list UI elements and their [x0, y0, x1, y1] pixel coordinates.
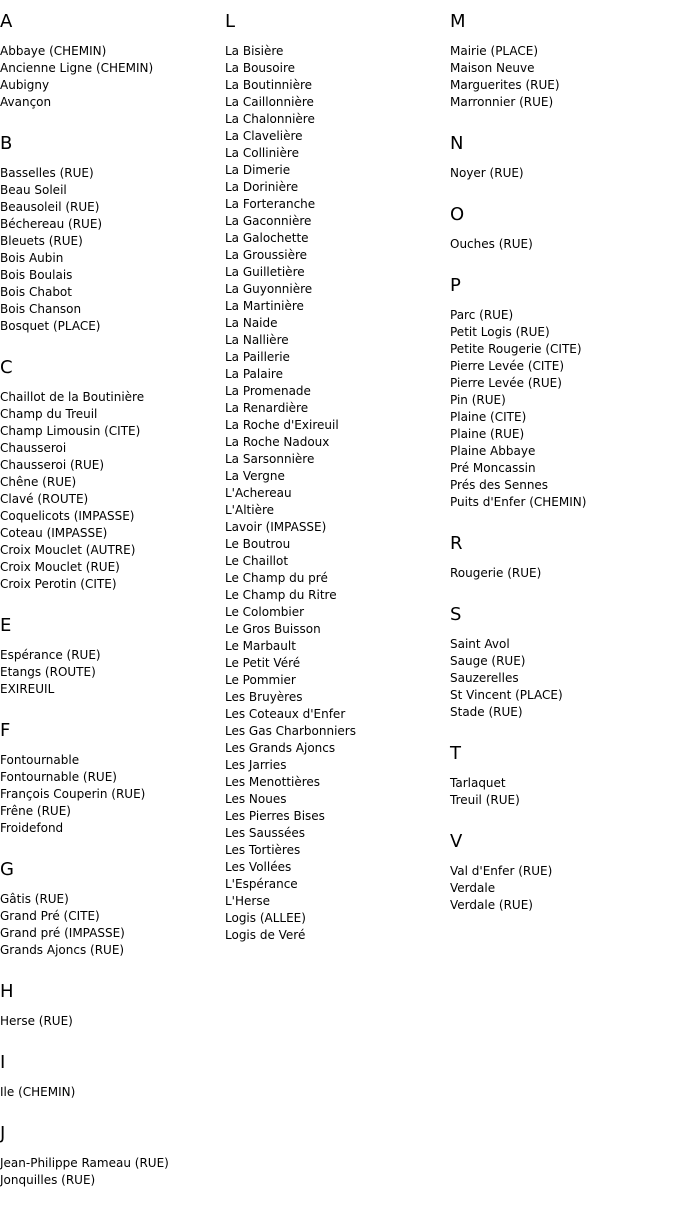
street-item: La Paillerie: [225, 350, 290, 364]
street-list: [0, 1155, 220, 1189]
street-item: St Vincent (PLACE): [450, 688, 563, 702]
street-item: La Vergne: [225, 469, 285, 483]
letter-section: [0, 12, 220, 111]
section-spacer: [0, 837, 220, 860]
street-list: [0, 647, 220, 698]
letter-heading: S: [450, 604, 462, 625]
street-item: Pierre Levée (CITE): [450, 359, 565, 373]
street-item: Parc (RUE): [450, 308, 514, 322]
street-item: Treuil (RUE): [450, 793, 520, 807]
street-item: Froidefond: [0, 821, 64, 835]
street-item: Grands Ajoncs (RUE): [0, 943, 125, 957]
street-item: Coquelicots (IMPASSE): [0, 509, 135, 523]
street-item: Plaine (RUE): [450, 427, 525, 441]
street-item: Croix Perotin (CITE): [0, 577, 117, 591]
letter-section: [450, 534, 670, 582]
street-item: Ile (CHEMIN): [0, 1085, 76, 1099]
letter-heading: P: [450, 275, 461, 296]
street-item: Mairie (PLACE): [450, 44, 539, 58]
letter-section: [450, 276, 670, 511]
street-item: Bois Chabot: [0, 285, 72, 299]
letter-section: [450, 605, 670, 721]
street-item: La Forteranche: [225, 197, 316, 211]
street-column-2: [225, 12, 445, 944]
street-list: [0, 1084, 220, 1101]
letter-section: [450, 744, 670, 809]
street-item: Stade (RUE): [450, 705, 523, 719]
street-item: La Bisière: [225, 44, 284, 58]
letter-heading: I: [0, 1052, 6, 1073]
street-item: Tarlaquet: [450, 776, 506, 790]
street-list: [450, 636, 670, 721]
street-item: La Sarsonnière: [225, 452, 315, 466]
street-item: Logis de Veré: [225, 928, 306, 942]
street-item: Ancienne Ligne (CHEMIN): [0, 61, 154, 75]
letter-heading: O: [450, 204, 465, 225]
street-item: Les Jarries: [225, 758, 287, 772]
letter-section: [0, 1053, 220, 1101]
section-spacer: [0, 698, 220, 721]
section-spacer: [450, 582, 670, 605]
street-list: [0, 1013, 220, 1030]
street-list: [0, 165, 220, 335]
street-item: Le Marbault: [225, 639, 296, 653]
street-item: La Collinière: [225, 146, 299, 160]
street-item: Le Colombier: [225, 605, 305, 619]
street-item: La Palaire: [225, 367, 283, 381]
street-item: Gâtis (RUE): [0, 892, 69, 906]
street-item: L'Espérance: [225, 877, 298, 891]
section-spacer: [450, 182, 670, 205]
street-item: Rougerie (RUE): [450, 566, 542, 580]
street-item: La Groussière: [225, 248, 308, 262]
letter-heading: L: [225, 11, 236, 32]
street-item: Jonquilles (RUE): [0, 1173, 96, 1187]
street-item: Verdale (RUE): [450, 898, 533, 912]
street-item: La Renardière: [225, 401, 309, 415]
street-item: Fontournable: [0, 753, 80, 767]
letter-section: [0, 982, 220, 1030]
section-spacer: [450, 511, 670, 534]
street-item: La Guilletière: [225, 265, 305, 279]
letter-section: [0, 134, 220, 335]
street-item: Les Saussées: [225, 826, 306, 840]
street-item: Sauzerelles: [450, 671, 519, 685]
section-spacer: [450, 253, 670, 276]
street-item: Coteau (IMPASSE): [0, 526, 108, 540]
letter-heading: G: [0, 859, 14, 880]
street-item: La Clavelière: [225, 129, 303, 143]
street-item: Les Pierres Bises: [225, 809, 325, 823]
street-item: Marronnier (RUE): [450, 95, 554, 109]
letter-heading: M: [450, 11, 466, 32]
street-item: Beau Soleil: [0, 183, 67, 197]
street-item: Abbaye (CHEMIN): [0, 44, 107, 58]
street-item: Chausseroi (RUE): [0, 458, 105, 472]
section-spacer: [0, 1101, 220, 1124]
street-item: Les Grands Ajoncs: [225, 741, 336, 755]
street-item: Lavoir (IMPASSE): [225, 520, 327, 534]
street-item: Etangs (ROUTE): [0, 665, 96, 679]
letter-heading: A: [0, 11, 13, 32]
street-item: Avançon: [0, 95, 52, 109]
street-item: Bois Aubin: [0, 251, 64, 265]
street-list: [450, 565, 670, 582]
letter-heading: R: [450, 533, 463, 554]
street-item: Aubigny: [0, 78, 50, 92]
street-item: Le Petit Véré: [225, 656, 301, 670]
street-item: Verdale: [450, 881, 496, 895]
section-spacer: [0, 335, 220, 358]
street-item: La Dimerie: [225, 163, 291, 177]
street-item: Chaillot de la Boutinière: [0, 390, 145, 404]
letter-section: [450, 134, 670, 182]
street-item: Val d'Enfer (RUE): [450, 864, 553, 878]
street-item: La Galochette: [225, 231, 309, 245]
street-item: Pin (RUE): [450, 393, 506, 407]
street-item: Noyer (RUE): [450, 166, 524, 180]
street-item: La Promenade: [225, 384, 311, 398]
street-item: Fontournable (RUE): [0, 770, 117, 784]
street-item: La Gaconnière: [225, 214, 312, 228]
street-item: Les Vollées: [225, 860, 292, 874]
street-item: Les Noues: [225, 792, 287, 806]
street-item: Champ du Treuil: [0, 407, 98, 421]
letter-section: [0, 1124, 220, 1189]
street-item: Grand pré (IMPASSE): [0, 926, 125, 940]
letter-section: [450, 12, 670, 111]
street-item: Bleuets (RUE): [0, 234, 83, 248]
street-list: [450, 307, 670, 511]
street-item: Bois Chanson: [0, 302, 82, 316]
street-item: Sauge (RUE): [450, 654, 526, 668]
letter-section: [0, 721, 220, 837]
letter-section: [225, 12, 445, 944]
street-item: Le Champ du Ritre: [225, 588, 337, 602]
section-spacer: [0, 1030, 220, 1053]
street-item: Beausoleil (RUE): [0, 200, 100, 214]
street-item: Les Tortières: [225, 843, 301, 857]
section-spacer: [0, 593, 220, 616]
letter-heading: F: [0, 720, 11, 741]
letter-heading: C: [0, 357, 13, 378]
street-item: Croix Mouclet (AUTRE): [0, 543, 136, 557]
letter-heading: H: [0, 981, 14, 1002]
street-item: Le Champ du pré: [225, 571, 328, 585]
letter-section: [0, 860, 220, 959]
street-item: Les Menottières: [225, 775, 321, 789]
street-list: [0, 891, 220, 959]
street-item: Les Coteaux d'Enfer: [225, 707, 346, 721]
street-item: Béchereau (RUE): [0, 217, 103, 231]
street-item: Saint Avol: [450, 637, 510, 651]
section-spacer: [450, 721, 670, 744]
street-list: [450, 165, 670, 182]
street-column-1: [0, 12, 220, 1189]
letter-section: [450, 205, 670, 253]
street-item: Grand Pré (CITE): [0, 909, 100, 923]
street-item: Champ Limousin (CITE): [0, 424, 141, 438]
street-item: Le Boutrou: [225, 537, 291, 551]
street-item: Petit Logis (RUE): [450, 325, 550, 339]
letter-heading: B: [0, 133, 13, 154]
street-item: La Roche Nadoux: [225, 435, 330, 449]
letter-section: [0, 358, 220, 593]
street-item: Les Bruyères: [225, 690, 303, 704]
street-item: Bosquet (PLACE): [0, 319, 101, 333]
street-item: La Chalonnière: [225, 112, 315, 126]
street-item: Le Gros Buisson: [225, 622, 321, 636]
street-item: Herse (RUE): [0, 1014, 73, 1028]
street-item: Maison Neuve: [450, 61, 535, 75]
street-item: L'Altière: [225, 503, 275, 517]
street-list: [450, 863, 670, 914]
letter-heading: E: [0, 615, 12, 636]
street-item: Le Chaillot: [225, 554, 289, 568]
street-item: Plaine Abbaye: [450, 444, 536, 458]
section-spacer: [450, 111, 670, 134]
street-item: La Naide: [225, 316, 278, 330]
street-item: Logis (ALLEE): [225, 911, 306, 925]
street-item: EXIREUIL: [0, 682, 55, 696]
street-item: La Dorinière: [225, 180, 299, 194]
street-item: Petite Rougerie (CITE): [450, 342, 582, 356]
street-item: La Caillonnière: [225, 95, 314, 109]
street-item: La Martinière: [225, 299, 304, 313]
street-item: L'Herse: [225, 894, 270, 908]
letter-section: [450, 832, 670, 914]
section-spacer: [0, 111, 220, 134]
letter-heading: V: [450, 831, 463, 852]
street-list: [0, 43, 220, 111]
street-item: Ouches (RUE): [450, 237, 533, 251]
street-item: Basselles (RUE): [0, 166, 94, 180]
street-item: La Roche d'Exireuil: [225, 418, 339, 432]
street-item: Les Gas Charbonniers: [225, 724, 356, 738]
street-item: Espérance (RUE): [0, 648, 101, 662]
letter-heading: T: [450, 743, 461, 764]
street-list: [0, 389, 220, 593]
street-item: Marguerites (RUE): [450, 78, 560, 92]
street-item: La Guyonnière: [225, 282, 313, 296]
letter-section: [0, 616, 220, 698]
section-spacer: [450, 809, 670, 832]
letter-heading: J: [0, 1123, 6, 1144]
letter-heading: N: [450, 133, 464, 154]
street-item: Le Pommier: [225, 673, 296, 687]
street-item: La Boutinnière: [225, 78, 313, 92]
street-item: Clavé (ROUTE): [0, 492, 89, 506]
street-list: [450, 43, 670, 111]
street-item: Puits d'Enfer (CHEMIN): [450, 495, 587, 509]
street-item: La Bousoire: [225, 61, 296, 75]
street-item: Jean-Philippe Rameau (RUE): [0, 1156, 169, 1170]
street-item: Chausseroi: [0, 441, 67, 455]
street-list: [450, 236, 670, 253]
street-item: Bois Boulais: [0, 268, 73, 282]
street-item: Frêne (RUE): [0, 804, 71, 818]
street-item: Pré Moncassin: [450, 461, 536, 475]
street-item: Plaine (CITE): [450, 410, 527, 424]
street-column-3: [450, 12, 670, 914]
street-item: Croix Mouclet (RUE): [0, 560, 120, 574]
street-item: François Couperin (RUE): [0, 787, 146, 801]
street-list: [450, 775, 670, 809]
street-item: Chêne (RUE): [0, 475, 77, 489]
street-list: [225, 43, 445, 944]
street-item: La Nallière: [225, 333, 289, 347]
street-item: Prés des Sennes: [450, 478, 549, 492]
street-list: [0, 752, 220, 837]
street-item: L'Achereau: [225, 486, 292, 500]
section-spacer: [0, 959, 220, 982]
street-item: Pierre Levée (RUE): [450, 376, 562, 390]
